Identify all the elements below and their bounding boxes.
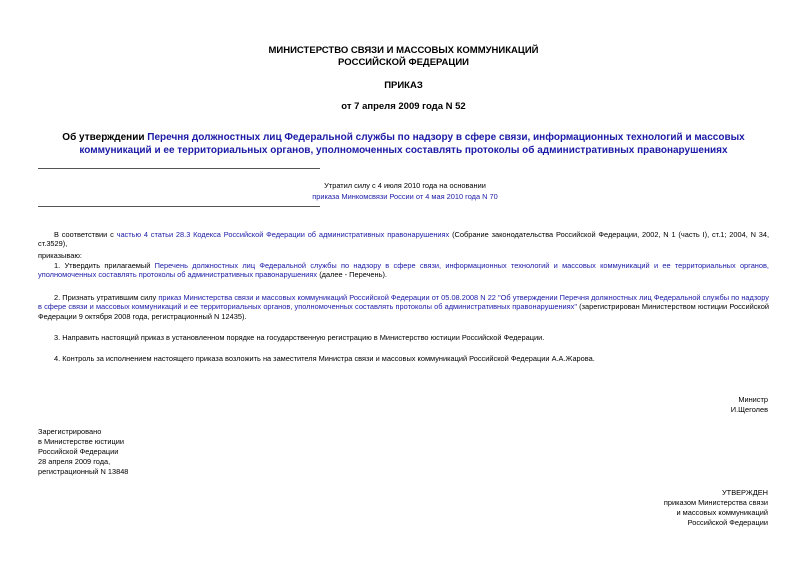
registration-line-5: регистрационный N 13848 [38,467,129,476]
ministry-line-1: МИНИСТЕРСТВО СВЯЗИ И МАССОВЫХ КОММУНИКАЦИЙ [268,45,539,56]
p3-link[interactable]: приказ Министерства связи и массовых коммуникаций Российской Федерации от 05.08.2008 N 22 "Об утверждении Перечня должностных лиц Федеральной службы по надзору в сфере связи и массовых коммуникаций и ее территориальных органов, уполномоченных составлять протоколы об административных правонарушениях" [38,293,769,312]
paragraph-1 [38,261,769,280]
doc-type: ПРИКАЗ [384,80,423,91]
paragraph-basis [38,230,769,249]
ministry-line-2: РОССИЙСКОЙ ФЕДЕРАЦИИ [337,57,469,68]
paragraph-4: 4. Контроль за исполнением настоящего приказа возложить на заместителя Министра связи и массовых коммуникаций Российской Федерации А.А.Жарова. [54,354,595,363]
status-rule-top [38,168,320,169]
status-note-link[interactable]: приказа Минкомсвязи России от 4 мая 2010 года N 70 [312,192,498,201]
status-note-line: Утратил силу с 4 июля 2010 года на основании [324,181,486,190]
paragraph-3: 3. Направить настоящий приказ в установленном порядке на государственную регистрацию в Министерство юстиции Российской Федерации. [54,333,545,342]
status-rule-bottom [38,206,320,207]
signature-name: И.Щеголев [730,405,768,414]
p1-suffix: (Собрание законодательства Российской Федерации, 2002, N 1 (часть I), ст.1; 2004, N 34, ст.3529), [38,230,770,249]
doc-date: от 7 апреля 2009 года N 52 [341,101,466,112]
signature-position: Министр [738,395,768,404]
p1-prefix: В соответствии с [54,230,117,239]
p1-link[interactable]: частью 4 статьи 28.3 Кодекса Российской Федерации об административных правонарушениях [116,230,450,239]
approved-line-2: приказом Министерства связи [663,498,768,507]
title-link[interactable]: Перечня должностных лиц Федеральной службы по надзору в сфере связи, информационных технологий и массовых коммуникаций и ее территориальных органов, уполномоченных составлять протоколы об административных правонарушениях [79,132,745,156]
registration-line-4: 28 апреля 2009 года, [38,457,111,466]
p2-prefix: 1. Утвердить прилагаемый [54,261,155,270]
registration-line-1: Зарегистрировано [38,427,102,436]
document-title [40,131,767,157]
approved-line-4: Российской Федерации [687,518,768,527]
p2-suffix: (далее - Перечень). [317,270,387,280]
p2-link[interactable]: Перечень должностных лиц Федеральной службы по надзору в сфере связи, информационных технологий и массовых коммуникаций и ее территориальных органов, уполномоченных составлять протоколы об административных правонарушениях [38,261,769,280]
paragraph-2 [38,293,769,321]
order-word: приказываю: [38,251,82,260]
p3-suffix: (зарегистрирован Министерством юстиции Российской Федерации 9 октября 2008 года, регистрационный N 12435). [38,302,769,321]
approved-line-3: и массовых коммуникаций [676,508,768,517]
title-prefix: Об утверждении [62,132,148,143]
registration-line-3: Российской Федерации [38,447,119,456]
approved-line-1: УТВЕРЖДЕН [721,488,768,497]
p3-prefix: 2. Признать утратившим силу [54,293,159,302]
registration-line-2: в Министерстве юстиции [38,437,125,446]
